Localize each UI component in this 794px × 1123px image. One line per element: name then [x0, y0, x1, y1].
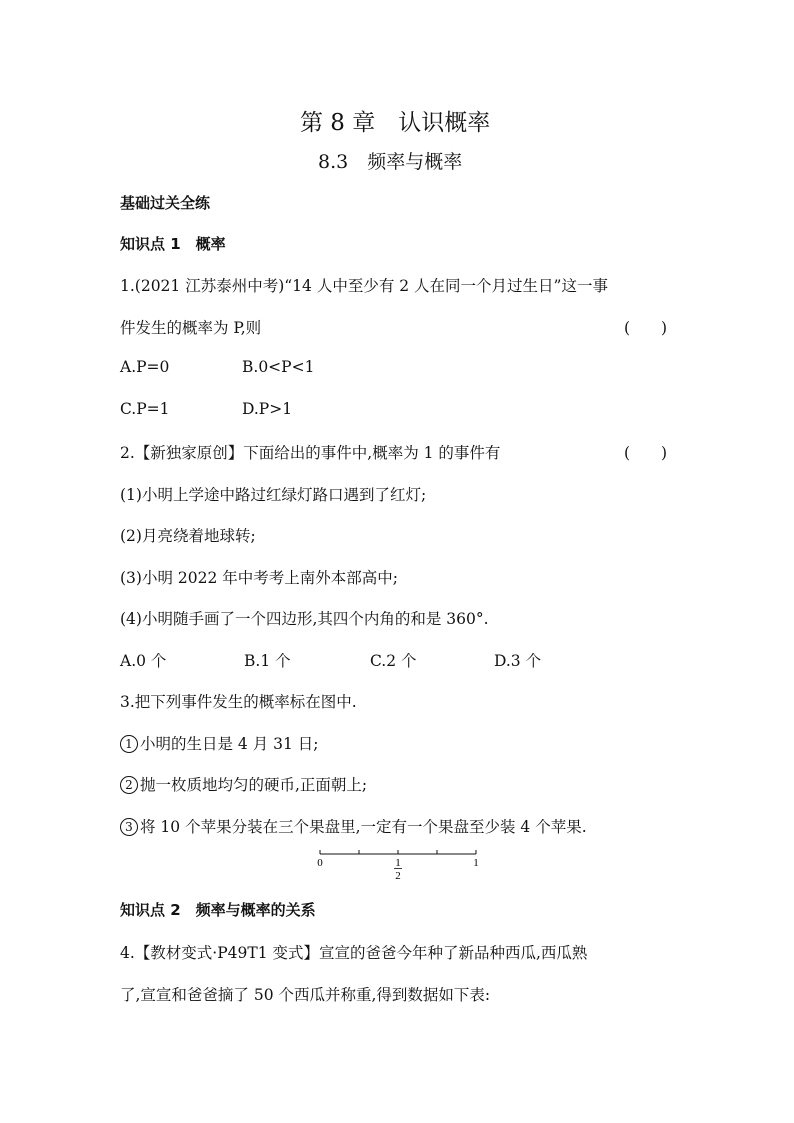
q1-option-d: D.P>1: [242, 400, 293, 418]
part-title: 基础过关全练: [120, 194, 211, 212]
label-half-numerator: 1: [395, 857, 401, 869]
q1-line2: 件发生的概率为 P,则: [120, 319, 262, 337]
chapter-title: 第 8 章 认识概率: [300, 110, 491, 136]
q3-item-3-text: 将 10 个苹果分装在三个果盘里,一定有一个果盘至少装 4 个苹果.: [140, 818, 587, 836]
q1-line1: 1.(2021 江苏泰州中考)“14 人中至少有 2 人在同一个月过生日”这一事: [120, 277, 608, 295]
knowledge-point-2: 知识点 2 频率与概率的关系: [120, 901, 316, 919]
q3-item-2: [120, 773, 367, 795]
q2-item-3: (3)小明 2022 年中考考上南外本部高中;: [120, 569, 398, 587]
q2-option-c: C.2 个: [370, 652, 417, 670]
q1-option-b: B.0<P<1: [242, 358, 315, 376]
label-0: 0: [317, 857, 323, 869]
label-1: 1: [473, 857, 479, 869]
q4-line1: 4.【教材变式·P49T1 变式】宣宣的爸爸今年种了新品种西瓜,西瓜熟: [120, 944, 588, 962]
q2-answer-paren: ( ): [624, 444, 668, 462]
section-title: 8.3 频率与概率: [318, 151, 463, 173]
q2-option-b: B.1 个: [244, 652, 291, 670]
q2-item-1: (1)小明上学途中路过红绿灯路口遇到了红灯;: [120, 486, 427, 504]
q1-option-c: C.P=1: [120, 400, 170, 418]
q4-line2: 了,宣宣和爸爸摘了 50 个西瓜并称重,得到数据如下表:: [120, 986, 491, 1004]
q2-option-d: D.3 个: [494, 652, 542, 670]
label-half-denominator: 2: [395, 870, 401, 882]
q2-stem: 2.【新独家原创】下面给出的事件中,概率为 1 的事件有: [120, 444, 501, 462]
q1-option-a: A.P=0: [120, 358, 170, 376]
knowledge-point-1: 知识点 1 概率: [120, 235, 226, 253]
number-line: [312, 848, 484, 884]
q2-item-2: (2)月亮绕着地球转;: [120, 527, 256, 545]
q3-item-1-text: 小明的生日是 4 月 31 日;: [140, 735, 319, 753]
circled-number-3: 3: [120, 818, 138, 836]
q3-item-3: [120, 815, 587, 837]
q1-answer-paren: ( ): [624, 319, 668, 337]
q2-option-a: A.0 个: [120, 652, 167, 670]
q3-item-2-text: 抛一枚质地均匀的硬币,正面朝上;: [140, 776, 368, 794]
q3-item-1: [120, 732, 319, 754]
q3-stem: 3.把下列事件发生的概率标在图中.: [120, 693, 357, 711]
circled-number-2: 2: [120, 776, 138, 794]
q2-item-4: (4)小明随手画了一个四边形,其四个内角的和是 360°.: [120, 610, 489, 628]
circled-number-1: 1: [120, 735, 138, 753]
